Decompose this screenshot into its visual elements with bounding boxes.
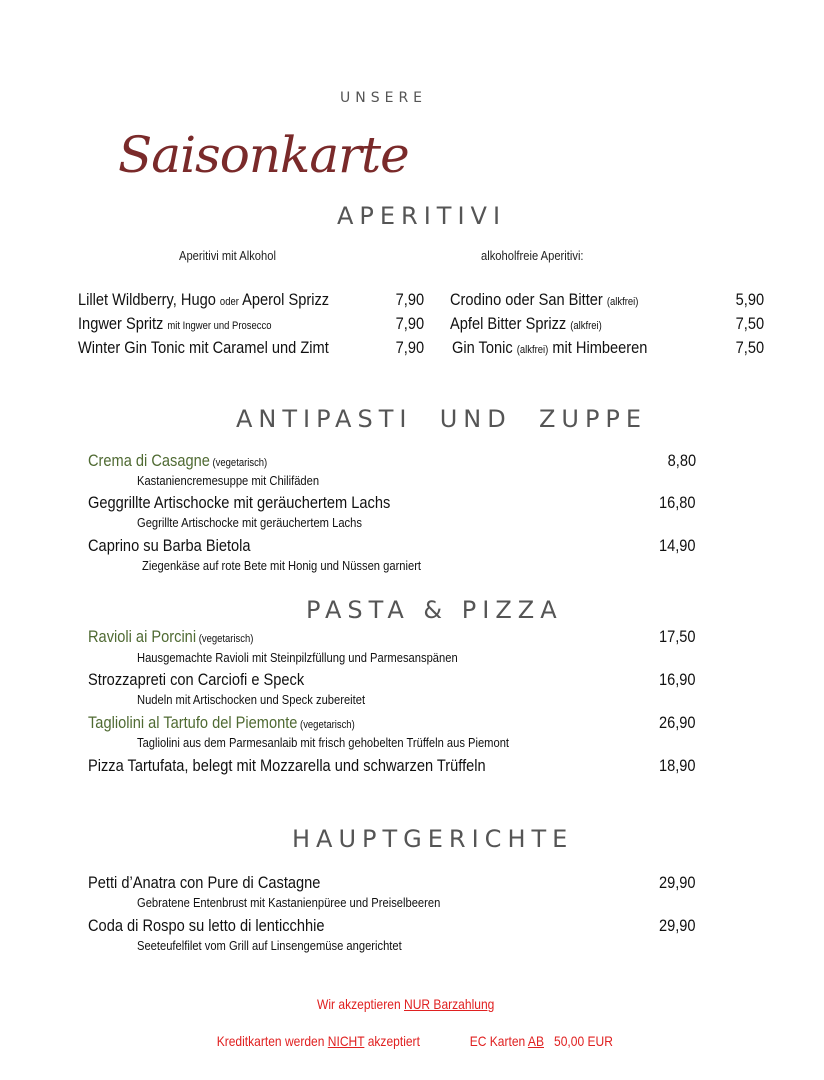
item-price: 7,90 (395, 338, 424, 357)
aperitivi-alkoholfrei-subheading: alkoholfreie Aperitivi: (481, 248, 584, 263)
item-description: Kastaniencremesuppe mit Chilifäden (137, 473, 320, 488)
item-price: 14,90 (659, 536, 696, 555)
item-name: Pizza Tartufata, belegt mit Mozzarella und schwarzen Trüffeln (88, 756, 486, 775)
list-item (88, 493, 390, 513)
pasta-heading: PASTA & PIZZA (306, 596, 563, 624)
item-name-cont: mit Himbeeren (548, 338, 648, 357)
item-price: 18,90 (659, 756, 696, 775)
payment-note-line1 (317, 996, 494, 1012)
item-description: Nudeln mit Artischocken und Speck zubereitet (137, 692, 366, 707)
list-item (88, 670, 304, 690)
list-item (78, 290, 329, 310)
item-description: Ziegenkäse auf rote Bete mit Honig und Nüssen garniert (142, 558, 422, 573)
ec-ab: AB (527, 1033, 544, 1049)
list-item (450, 314, 602, 334)
item-description: Gebratene Entenbrust mit Kastanienpüree und Preiselbeeren (137, 895, 441, 910)
payment-note-line2 (210, 1017, 420, 1049)
list-item (88, 627, 253, 647)
item-name: Lillet Wildberry, Hugo (78, 290, 220, 309)
item-description: Gegrillte Artischocke mit geräuchertem Lachs (137, 515, 362, 530)
item-price: 29,90 (659, 873, 696, 892)
item-note: (vegetarisch) (297, 719, 355, 731)
item-name-cont: Aperol Sprizz (238, 290, 330, 309)
item-name: Ravioli ai Porcini (88, 627, 197, 646)
item-name: Petti d’Anatra con Pure di Castagne (88, 873, 321, 892)
item-name: Winter Gin Tonic mit Caramel und Zimt (78, 338, 329, 357)
item-name: Coda di Rospo su letto di lenticchhie (88, 916, 325, 935)
item-note: (vegetarisch) (209, 457, 268, 469)
item-price: 7,50 (735, 314, 764, 333)
item-name: Gin Tonic (452, 338, 517, 357)
menu-title: Saisonkarte (118, 126, 409, 184)
payment-text: Kreditkarten werden (216, 1033, 328, 1049)
item-price: 5,90 (735, 290, 764, 309)
aperitivi-heading: APERITIVI (337, 202, 507, 230)
list-item (88, 756, 486, 776)
list-item (450, 290, 638, 310)
item-name: Tagliolini al Tartufo del Piemonte (88, 713, 298, 732)
list-item (88, 916, 325, 936)
hauptgerichte-heading: HAUPTGERICHTE (292, 825, 574, 853)
payment-text: Wir akzeptieren (317, 996, 404, 1012)
ec-text: EC Karten (469, 1033, 528, 1049)
payment-not: NICHT (327, 1033, 365, 1049)
item-note: mit Ingwer und Prosecco (167, 320, 272, 332)
list-item (78, 338, 329, 358)
item-price: 16,80 (659, 493, 696, 512)
payment-cash-only: NUR Barzahlung (403, 996, 495, 1012)
item-name: Strozzapreti con Carciofi e Speck (88, 670, 305, 689)
list-item (78, 314, 272, 334)
item-note: (alkfrei) (516, 344, 549, 356)
item-price: 7,90 (395, 290, 424, 309)
item-name: Crodino oder San Bitter (450, 290, 607, 309)
item-note: (alkfrei) (606, 296, 639, 308)
item-price: 29,90 (659, 916, 696, 935)
item-name: Caprino su Barba Bietola (88, 536, 251, 555)
item-name: Apfel Bitter Sprizz (450, 314, 571, 333)
item-price: 17,50 (659, 627, 696, 646)
item-name: Ingwer Spritz (78, 314, 168, 333)
item-price: 26,90 (659, 713, 696, 732)
payment-text: akzeptiert (364, 1033, 420, 1049)
item-description: Hausgemachte Ravioli mit Steinpilzfüllung und Parmesanspänen (137, 650, 458, 665)
antipasti-heading: ANTIPASTI UND ZUPPE (236, 405, 648, 433)
ec-amount: 50,00 EUR (543, 1033, 613, 1049)
ec-card-note (463, 1017, 613, 1049)
item-description: Seeteufelfilet vom Grill auf Linsengemüse angerichtet (137, 938, 402, 953)
item-price: 7,90 (395, 314, 424, 333)
item-price: 16,90 (659, 670, 696, 689)
list-item (88, 536, 251, 556)
list-item (88, 451, 267, 471)
item-note: (alkfrei) (570, 320, 602, 332)
item-note: (vegetarisch) (196, 633, 254, 645)
list-item (88, 873, 320, 893)
unsere-label: UNSERE (340, 90, 428, 106)
item-note: oder (219, 296, 239, 308)
list-item (88, 713, 355, 733)
item-price: 7,50 (735, 338, 764, 357)
item-price: 8,80 (667, 451, 696, 470)
item-description: Tagliolini aus dem Parmesanlaib mit frisch gehobelten Trüffeln aus Piemont (137, 735, 510, 750)
list-item (452, 338, 647, 358)
item-name: Crema di Casagne (88, 451, 210, 470)
aperitivi-alkohol-subheading: Aperitivi mit Alkohol (179, 248, 276, 263)
item-name: Geggrillte Artischocke mit geräuchertem Lachs (88, 493, 391, 512)
